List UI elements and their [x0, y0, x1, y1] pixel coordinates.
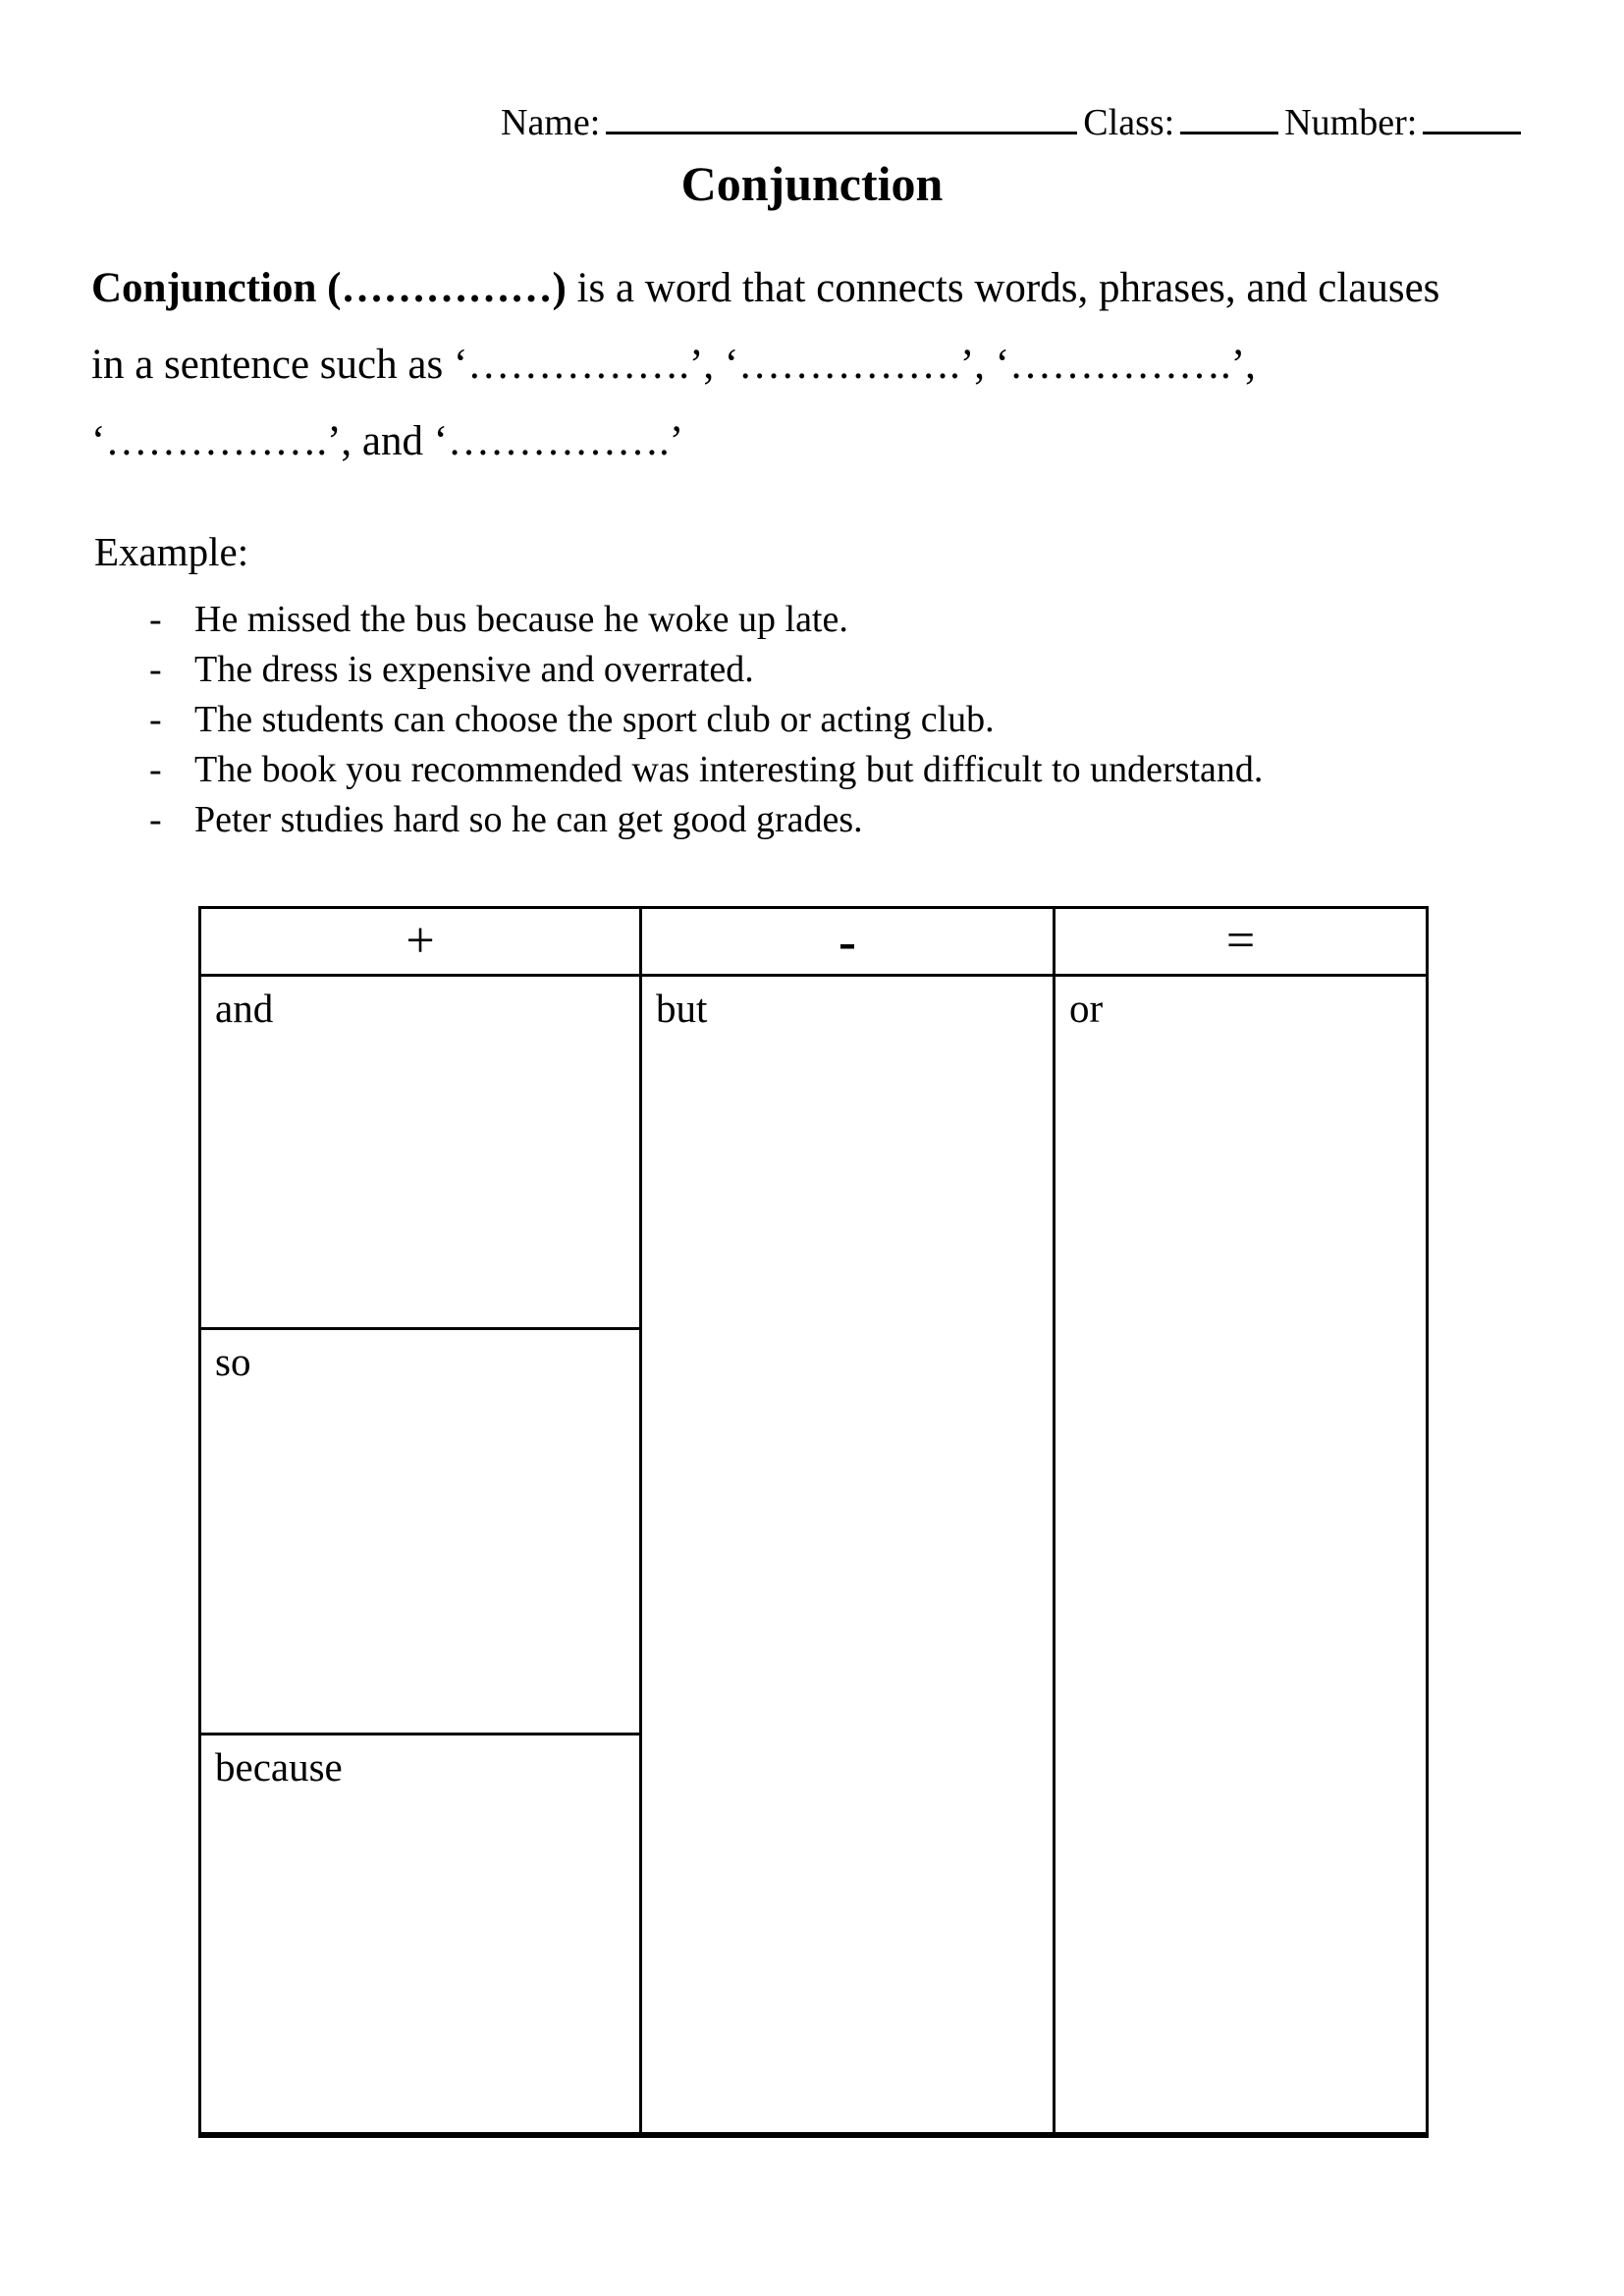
table-header-row	[200, 908, 1428, 976]
table-cell-so: so	[200, 1329, 641, 1735]
page-title: Conjunction	[680, 156, 944, 211]
list-item	[149, 645, 1263, 695]
list-item	[149, 695, 1263, 745]
dash-marker: -	[149, 649, 162, 690]
example-sentence: The dress is expensive and overrated.	[194, 649, 754, 690]
example-label: Example:	[94, 529, 249, 574]
dash-marker: -	[149, 799, 162, 840]
dash-marker: -	[149, 699, 162, 740]
definition-line-3: ‘…………….’, and ‘…………….’	[91, 418, 684, 464]
table-cell-because: because	[200, 1735, 641, 2136]
definition-line-2: in a sentence such as ‘…………….’, ‘…………….’, ‘…………….’,	[91, 342, 1256, 388]
class-label: Class:	[1083, 102, 1175, 143]
dash-marker: -	[149, 599, 162, 640]
table-header-equals: =	[1055, 908, 1428, 976]
list-item	[149, 595, 1263, 645]
definition-line-1-rest: is a word that connects words, phrases, and clauses	[566, 265, 1440, 311]
example-sentence: The students can choose the sport club or acting club.	[194, 699, 995, 740]
list-item	[149, 795, 1263, 845]
name-class-number-line	[501, 98, 1527, 144]
example-sentence: Peter studies hard so he can get good grades.	[194, 799, 863, 840]
table-cell-and: and	[200, 976, 641, 1329]
example-sentence: The book you recommended was interesting but difficult to understand.	[194, 749, 1264, 790]
table-cell-or: or	[1055, 976, 1428, 2136]
conjunction-table	[198, 906, 1429, 2138]
class-blank-line	[1180, 98, 1278, 134]
list-item	[149, 745, 1263, 795]
definition-bold-lead: Conjunction (……………)	[91, 265, 567, 311]
table-header-plus: +	[200, 908, 641, 976]
definition-line-1	[91, 250, 1554, 327]
number-blank-line	[1423, 98, 1521, 134]
name-blank-line	[606, 98, 1077, 134]
example-sentence: He missed the bus because he woke up late.	[194, 599, 848, 640]
dash-marker: -	[149, 749, 162, 790]
definition-paragraph	[91, 250, 1554, 480]
number-label: Number:	[1284, 102, 1418, 143]
table-cell-but: but	[641, 976, 1055, 2136]
example-list	[149, 595, 1263, 845]
table-row	[200, 976, 1428, 1329]
name-label: Name:	[501, 102, 601, 143]
table-header-minus: -	[641, 908, 1055, 976]
